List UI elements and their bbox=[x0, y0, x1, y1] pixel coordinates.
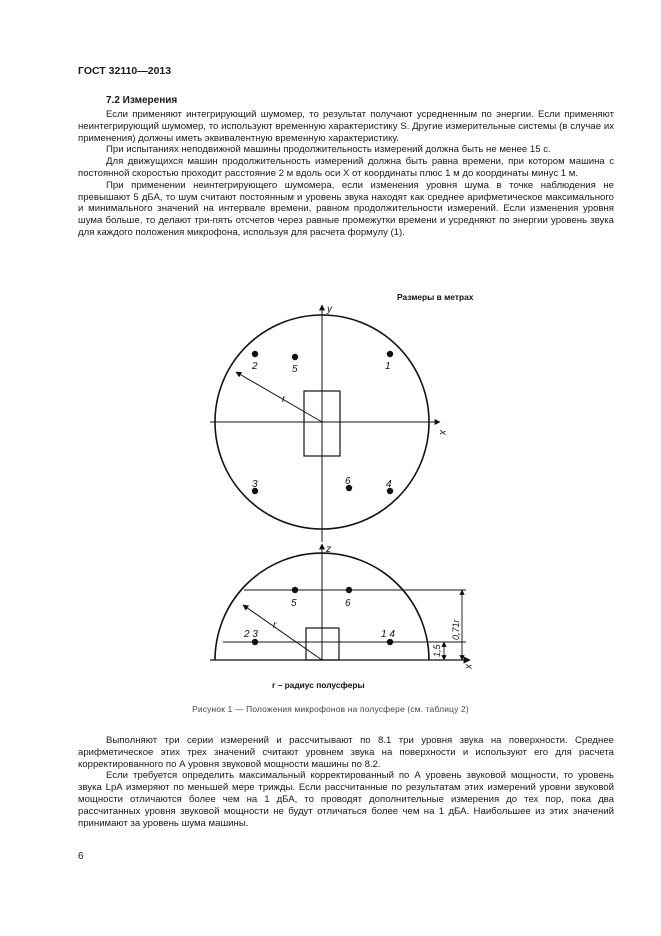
figure-caption: Рисунок 1 — Положения микрофонов на полусфере (см. таблицу 2) bbox=[192, 704, 469, 714]
side-label-1-4: 1 4 bbox=[381, 629, 395, 640]
bottom-text-block bbox=[78, 735, 614, 829]
dim-lower-label: 1,5 bbox=[432, 644, 442, 657]
mic-point bbox=[346, 587, 352, 593]
point-label-5: 5 bbox=[292, 364, 298, 375]
figure-legend: r – радиус полусферы bbox=[272, 680, 365, 690]
side-label-5: 5 bbox=[291, 598, 297, 609]
paragraph: При применении неинтегрирующего шумомера, если изменения уровня шума в точке наблюдения не превышают 5 дБА, то шум считают постоянным и уровень звука находят как среднее арифметическое максимального и минимального значений на интервале времени, равном продолжительности измерений. Если изменения уровня шума больше, то делают три-пять отсчетов через равные промежутки времени и усредняют по энергии уровень звука для каждого положения микрофона, используя для расчета формулу (1). bbox=[78, 179, 614, 238]
top-view bbox=[210, 304, 448, 542]
x-axis-label-side: x bbox=[463, 664, 474, 669]
paragraph: Если применяют интегрирующий шумомер, то результат получают усредненным по энергии. Если применяют неинтегрирующий шумомер, то используют временную характеристику S. Другие измерительные системы (в случае их применения) должны иметь эквивалентную временную характеристику. bbox=[78, 109, 614, 144]
document-standard-header: ГОСТ 32110—2013 bbox=[78, 65, 172, 77]
mic-point bbox=[252, 351, 258, 357]
side-label-2-3: 2 3 bbox=[244, 629, 258, 640]
paragraph: При испытаниях неподвижной машины продолжительность измерений должна быть не менее 15 с. bbox=[106, 144, 551, 156]
x-axis-label: x bbox=[437, 430, 448, 435]
point-label-1: 1 bbox=[385, 361, 391, 372]
paragraph: Если требуется определить максимальный корректированный по А уровень звуковой мощности, то уровень звука LpA измеряют по меньшей мере трижды. Если рассчитанные по результатам этих измерений уровни звуковой мощности отличаются более чем на 1 дБА, то проводят дополнительные измерения до тех пор, пока два рассчитанных уровня звуковой мощности не будут отличаться более чем на 1 дБА. Наибольшее из этих значений принимают за уровень шума машины. bbox=[78, 770, 614, 829]
point-label-6: 6 bbox=[345, 476, 351, 487]
point-label-4: 4 bbox=[386, 479, 392, 490]
mic-point bbox=[292, 354, 298, 360]
z-axis-label: z bbox=[326, 544, 331, 555]
paragraph: Для движущихся машин продолжительность измерений должна быть равна времени, при котором машина с постоянной скоростью проходит расстояние 2 м вдоль оси X от координаты плюс 1 м до координаты минус 1 м. bbox=[78, 156, 614, 179]
y-axis-label: y bbox=[327, 304, 332, 315]
radius-label: r bbox=[282, 394, 286, 405]
page-number: 6 bbox=[78, 851, 84, 862]
paragraph: Выполняют три серии измерений и рассчитывают по 8.1 три уровня звука на поверхности. Среднее арифметическое этих трех значений считают уровнем звука на поверхности и используют его для расчета корректированного по А уровня звуковой мощности машины по 8.2. bbox=[78, 735, 614, 770]
point-label-3: 3 bbox=[252, 479, 258, 490]
radius-line bbox=[236, 372, 322, 422]
radius-label-side: r bbox=[273, 620, 277, 631]
units-note: Размеры в метрах bbox=[397, 292, 474, 302]
point-label-2: 2 bbox=[252, 361, 258, 372]
side-view bbox=[210, 544, 474, 690]
side-label-6: 6 bbox=[345, 598, 351, 609]
dim-upper-label: 0,71r bbox=[451, 619, 461, 640]
mic-point bbox=[292, 587, 298, 593]
section-title: 7.2 Измерения bbox=[106, 95, 178, 106]
mic-point bbox=[387, 351, 393, 357]
